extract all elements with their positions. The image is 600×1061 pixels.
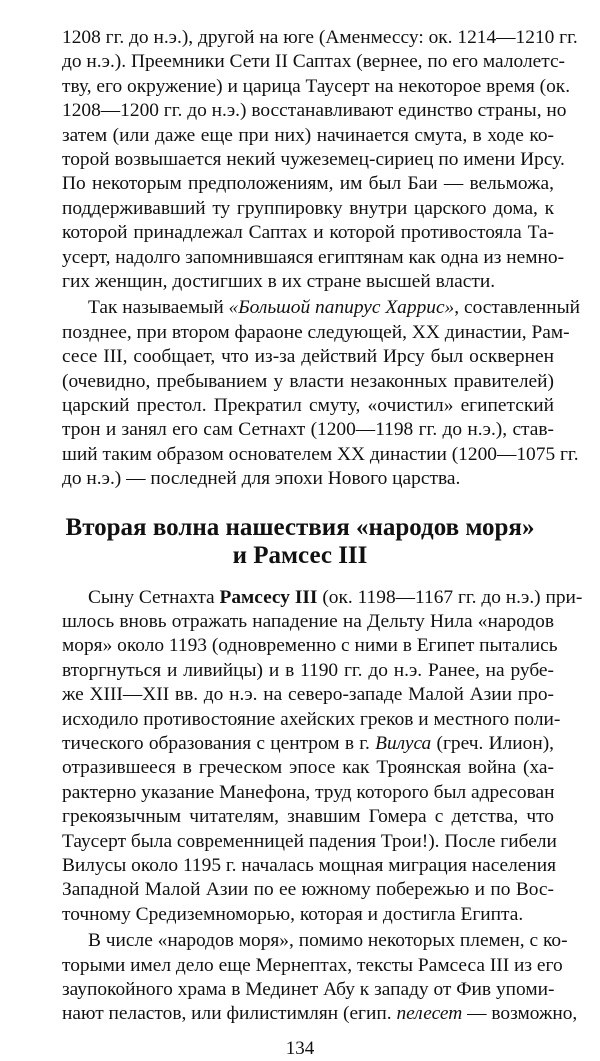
text-line: усерт, надолго запомнившаяся египтянам как одна из немно- [62, 246, 565, 268]
text-line: гих женщин, достигших в их стране высшей власти. [62, 271, 496, 292]
text-line: затем (или даже еще при них) начинается смута, в ходе ко- [62, 124, 554, 146]
text-line: 1208 гг. до н.э.), другой на юге (Аменмессу: ок. 1214—1210 гг. [62, 27, 578, 48]
text-line: рактерно указание Манефона, труд которого был адресован [62, 781, 555, 803]
text-line: 1208—1200 гг. до н.э.) восстанавливают единство страны, но [62, 100, 567, 122]
city-name: Вилуса [375, 733, 432, 754]
text-span: точному Средиземноморью, которая и достигла Египта. [62, 903, 524, 925]
section-heading: Вторая волна нашествия «народов моря» [65, 513, 535, 541]
text-line: грекоязычным читателям, знавшим Гомера с детства, что [62, 806, 554, 828]
page-number: 134 [285, 1037, 315, 1059]
text-line: же XIII—XII вв. до н.э. на северо-западе Малой Азии про- [62, 684, 554, 706]
text-line: Таусерт была современницей падения Трои!). После гибели [62, 830, 557, 852]
text-line: сесе III, сообщает, что из-за действий Ирсу был осквернен [62, 346, 554, 368]
text-line: до н.э.) — последней для эпохи Нового царства. [62, 468, 461, 490]
text-line [62, 954, 563, 978]
text-span: В числе «народов моря», помимо некоторых племен, с ко- [88, 930, 568, 952]
text-line: поддерживавший ту группировку внутри царского дома, к [62, 197, 554, 219]
text-line: торой возвышается некий чужеземец-сириец по имени Ирсу. [62, 149, 565, 170]
text-span: нают пеластов, или филистимлян (егип. [62, 1003, 397, 1025]
text-line: отразившееся в греческом эпосе как Троянская война (ха- [62, 757, 554, 779]
ramesses-name: Рамсесу III [219, 586, 318, 608]
papyrus-title: «Большой папирус Харрис» [228, 297, 455, 319]
text-line: Так называемый «Большой папирус Харрис», составленный [88, 297, 581, 319]
text-line: ший таким образом основателем XX династии (1200—1075 гг. [62, 443, 579, 465]
text-line: исходило противостояние ахейских греков и местного поли- [62, 708, 561, 730]
text-line: Сыну Сетнахта Рамсесу III (ок. 1198—1167 гг. до н.э.) при- [88, 586, 583, 608]
text-line: шлось вновь отражать нападение на Дельту Нила «народов [62, 611, 554, 632]
text-span: — возможно, [462, 1003, 578, 1025]
text-line: По некоторым предположениям, им был Баи — вельможа, [62, 173, 554, 195]
text-span: заупокойного храма в Мединет Абу к западу от Фив упоми- [62, 979, 555, 1000]
text-line: (очевидно, пребыванием у власти незаконных правителей) [62, 370, 554, 392]
text-line: тического образования с центром в г. Вилуса (греч. Илион), [62, 733, 555, 754]
text-line: Западной Малой Азии по ее южному побережью и по Вос- [62, 879, 554, 901]
text-line: Вилусы около 1195 г. началась мощная миграция населения [62, 855, 557, 876]
text-line [62, 903, 554, 927]
text-line [88, 929, 568, 953]
text-line: которой принадлежал Саптах и которой противостояла Та- [62, 222, 554, 244]
text-line [62, 978, 554, 1002]
text-line: тву, его окружение) и царица Таусерт на некоторое время (ок. [62, 75, 571, 97]
text-line: трон и занял его сам Сетнахт (1200—1198 гг. до н.э.), став- [62, 419, 554, 441]
text-line: до н.э.). Преемники Сети II Саптах (вернее, по его малолетс- [62, 51, 566, 73]
section-heading: и Рамсес III [232, 541, 368, 569]
text-line [62, 1002, 578, 1026]
text-span: торыми имел дело еще Мернептах, тексты Рамсеса III из его [62, 954, 563, 976]
text-line: вторгнуться и ливийцы) и в 1190 гг. до н.э. Ранее, на рубе- [62, 659, 554, 681]
egyptian-term: пелесет [396, 1003, 463, 1025]
text-line: позднее, при втором фараоне следующей, XX династии, Рам- [62, 321, 570, 343]
text-line: царский престол. Прекратил смуту, «очистил» египетский [62, 395, 554, 416]
text-line: моря» около 1193 (одновременно с ними в Египет пытались [62, 635, 558, 657]
